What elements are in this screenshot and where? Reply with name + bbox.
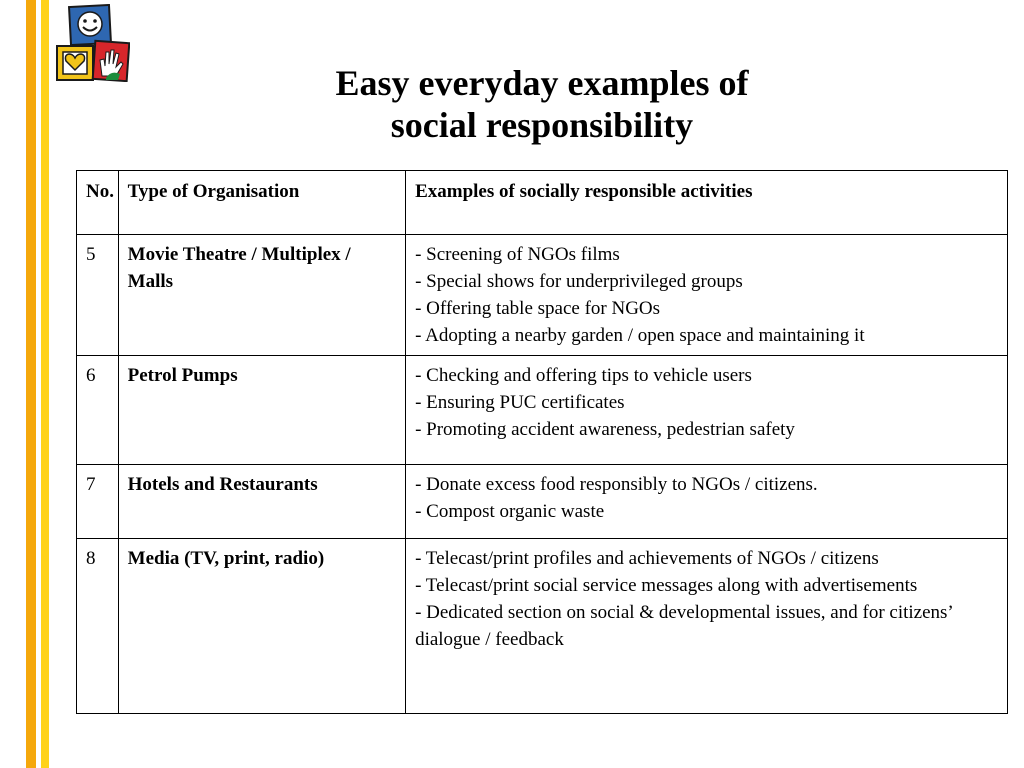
left-yellow-stripe	[41, 0, 49, 768]
slide-title	[200, 62, 884, 146]
row-number: 5	[77, 235, 119, 356]
organisation-type: Movie Theatre / Multiplex / Malls	[118, 235, 405, 356]
example-item: - Dedicated section on social & developmental issues, and for citizens’ dialogue / feedback	[415, 602, 953, 650]
slide-title-line-1: Easy everyday examples of	[335, 63, 749, 103]
row-number: 6	[77, 356, 119, 465]
examples-cell	[406, 356, 1008, 465]
row-number: 8	[77, 539, 119, 714]
example-item: - Special shows for underprivileged groups	[415, 271, 743, 292]
table-row	[77, 235, 1008, 356]
smiley-heart-hand-logo-icon	[54, 4, 130, 82]
example-item: - Promoting accident awareness, pedestrian safety	[415, 419, 795, 440]
slide-title-line-2: social responsibility	[390, 105, 694, 145]
example-item: - Screening of NGOs films	[415, 244, 620, 265]
table-header-row	[77, 171, 1008, 235]
left-orange-stripe	[26, 0, 36, 768]
table-row	[77, 356, 1008, 465]
example-item: - Telecast/print social service messages along with advertisements	[415, 575, 918, 596]
examples-cell	[406, 235, 1008, 356]
example-item: - Offering table space for NGOs	[415, 298, 661, 319]
example-item: - Telecast/print profiles and achievements of NGOs / citizens	[415, 548, 879, 569]
organisation-type: Media (TV, print, radio)	[118, 539, 405, 714]
example-item: - Ensuring PUC certificates	[415, 392, 625, 413]
table-row	[77, 539, 1008, 714]
examples-cell	[406, 539, 1008, 714]
header-examples: Examples of socially responsible activities	[406, 171, 1008, 235]
row-number: 7	[77, 465, 119, 539]
example-item: - Compost organic waste	[415, 501, 605, 522]
organisation-type: Hotels and Restaurants	[118, 465, 405, 539]
example-item: - Checking and offering tips to vehicle users	[415, 365, 752, 386]
header-type-of-organisation: Type of Organisation	[118, 171, 405, 235]
organisation-type: Petrol Pumps	[118, 356, 405, 465]
examples-cell	[406, 465, 1008, 539]
table-row	[77, 465, 1008, 539]
example-item: - Donate excess food responsibly to NGOs / citizens.	[415, 474, 818, 495]
example-item: - Adopting a nearby garden / open space and maintaining it	[415, 325, 865, 346]
examples-table	[76, 170, 1008, 714]
header-no: No.	[77, 171, 119, 235]
